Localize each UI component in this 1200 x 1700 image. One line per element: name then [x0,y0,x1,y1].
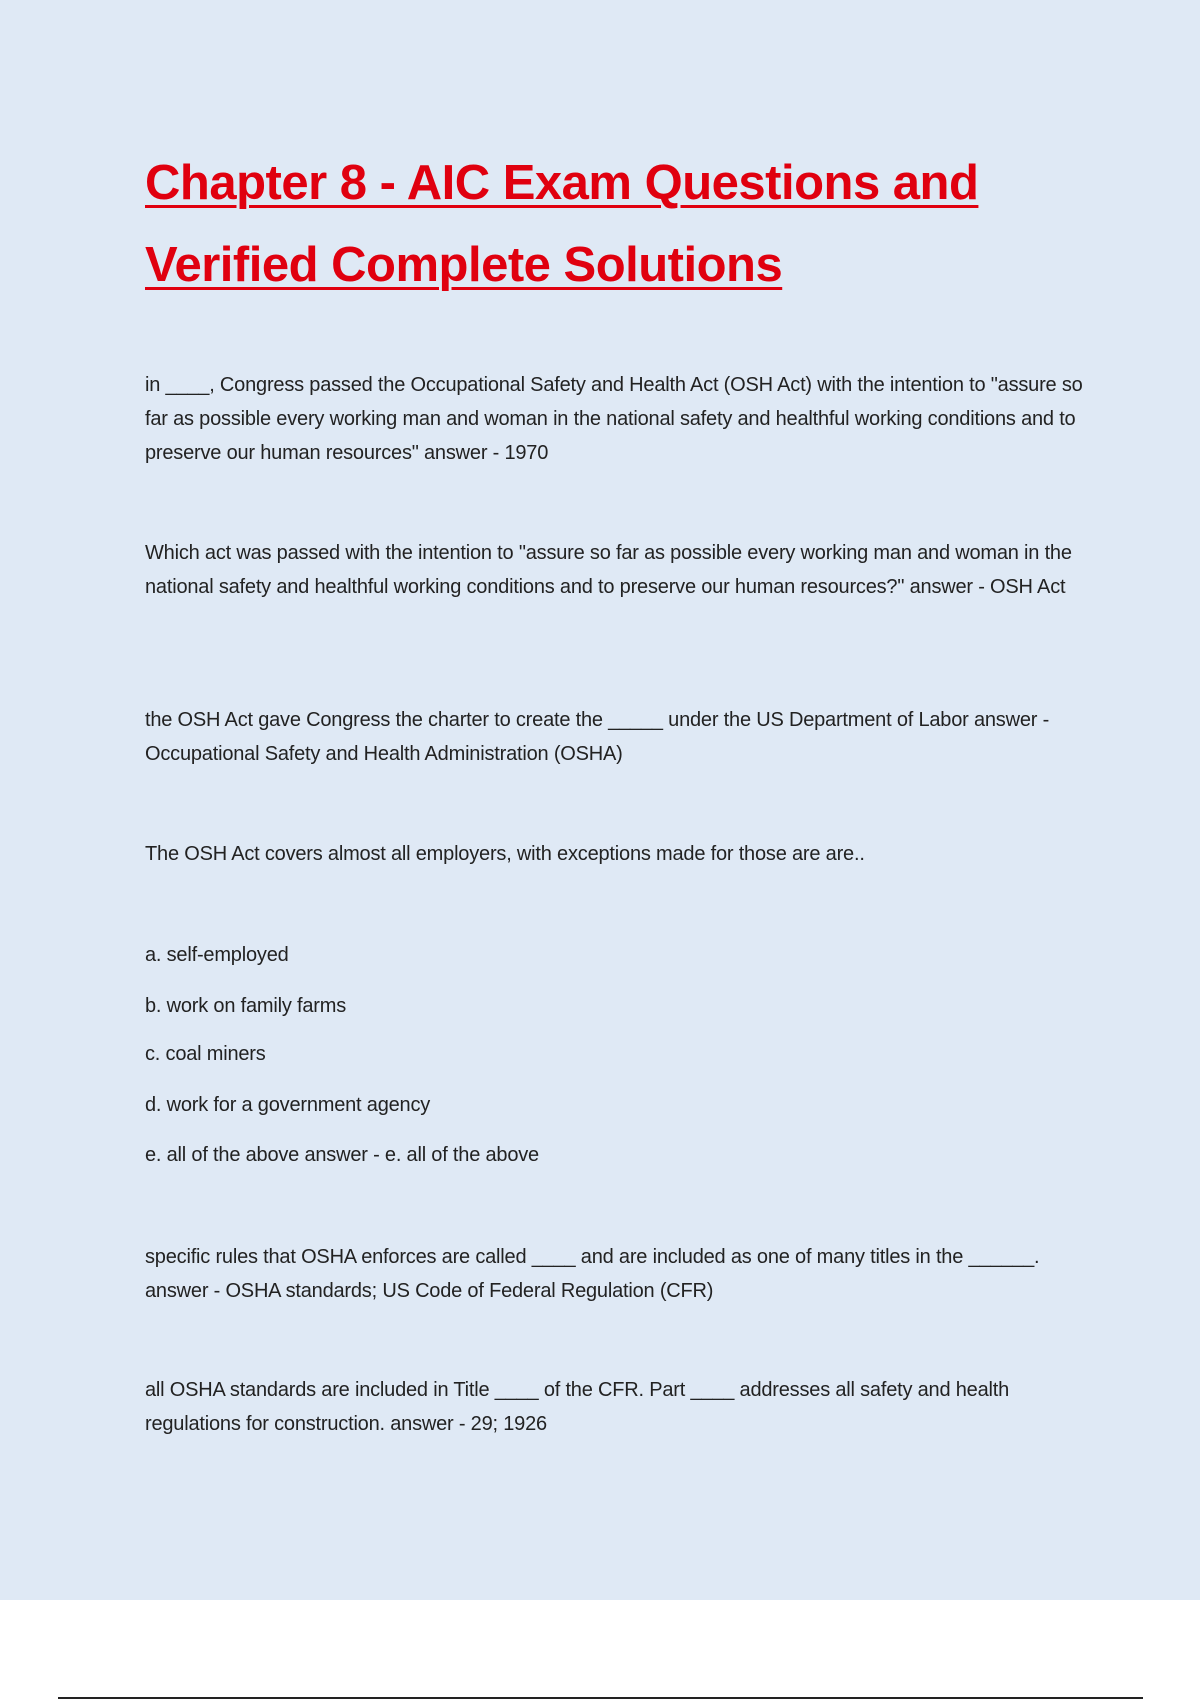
question-4: The OSH Act covers almost all employers, with exceptions made for those are are.. [145,843,865,865]
option-a: a. self-employed [145,944,289,966]
question-2: Which act was passed with the intention to "assure so far as possible every working man and woman in the national safety and healthful working conditions and to preserve our human resources?" answer - OSH Act [145,542,1072,598]
question-5: specific rules that OSHA enforces are called ____ and are included as one of many titles in the ______. answer - OSHA standards; US Code of Federal Regulation (CFR) [145,1246,1040,1302]
question-3: the OSH Act gave Congress the charter to create the _____ under the US Department of Labor answer - Occupational Safety and Health Administration (OSHA) [145,709,1050,765]
document-title [145,142,1105,306]
option-b: b. work on family farms [145,995,347,1017]
footer-rule [58,1697,1143,1699]
option-e: e. all of the above answer - e. all of the above [145,1144,539,1166]
option-c: c. coal miners [145,1043,266,1065]
title-line-2: Verified Complete Solutions [145,238,783,292]
question-1: in ____, Congress passed the Occupational Safety and Health Act (OSH Act) with the intention to "assure so far as possible every working man and woman in the national safety and healthful working conditions and to preserve our human resources" answer - 1970 [145,374,1083,464]
title-line-1: Chapter 8 - AIC Exam Questions and [145,156,979,210]
question-6: all OSHA standards are included in Title ____ of the CFR. Part ____ addresses all safety and health regulations for construction. answer - 29; 1926 [145,1379,1010,1435]
option-d: d. work for a government agency [145,1094,431,1116]
